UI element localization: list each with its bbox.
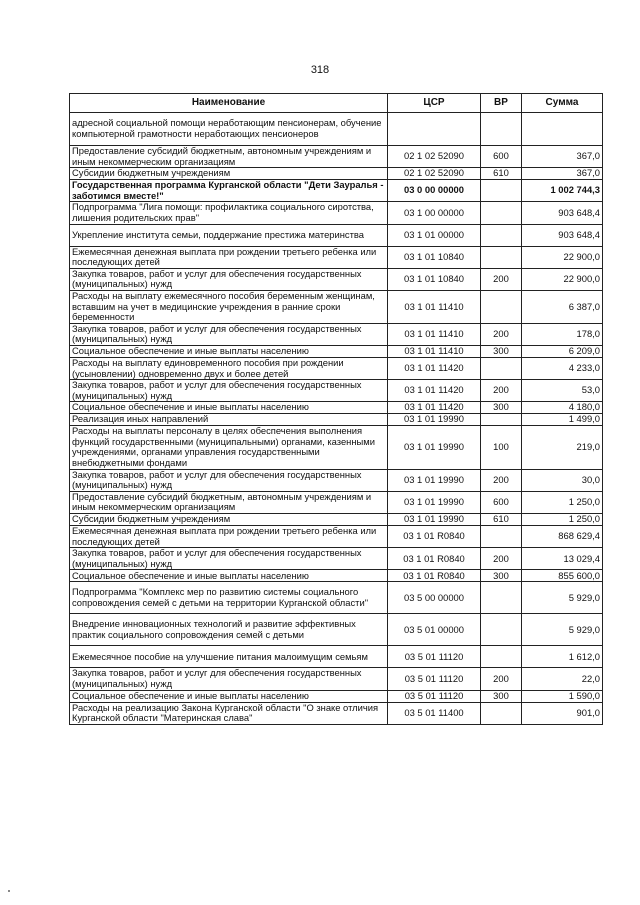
table-body (70, 113, 603, 725)
cell-csr (388, 113, 481, 146)
cell-name: Расходы на выплату единовременного пособия при рождении (усыновлении) одновременно двух и более детей (70, 357, 388, 379)
cell-vr (481, 414, 522, 426)
cell-name: Расходы на выплаты персоналу в целях обеспечения выполнения функций государственными (муниципальными) органами, казенными учреждениями, органами управления государственными внебюджетными фондами (70, 426, 388, 469)
table-row (70, 702, 603, 724)
cell-vr: 200 (481, 380, 522, 402)
cell-name: Государственная программа Курганской области "Дети Зауралья - заботимся вместе!" (70, 180, 388, 202)
cell-name: Социальное обеспечение и иные выплаты населению (70, 402, 388, 414)
cell-sum: 13 029,4 (522, 548, 603, 570)
cell-vr: 200 (481, 323, 522, 345)
cell-vr (481, 113, 522, 146)
cell-sum: 22 900,0 (522, 246, 603, 268)
cell-sum: 367,0 (522, 146, 603, 168)
cell-csr: 03 5 01 00000 (388, 614, 481, 646)
table-row (70, 414, 603, 426)
cell-vr (481, 582, 522, 614)
cell-csr: 03 1 01 11420 (388, 402, 481, 414)
cell-csr: 02 1 02 52090 (388, 168, 481, 180)
cell-name: Субсидии бюджетным учреждениям (70, 168, 388, 180)
cell-name: Подпрограмма "Комплекс мер по развитию системы социального сопровождения семей с детьми на территории Курганской области" (70, 582, 388, 614)
cell-vr (481, 246, 522, 268)
cell-csr: 03 1 01 19990 (388, 491, 481, 513)
cell-sum: 4 180,0 (522, 402, 603, 414)
cell-csr: 03 1 01 R0840 (388, 526, 481, 548)
cell-vr (481, 202, 522, 224)
cell-name: Закупка товаров, работ и услуг для обеспечения государственных (муниципальных) нужд (70, 380, 388, 402)
cell-vr (481, 357, 522, 379)
table-row (70, 690, 603, 702)
cell-csr: 03 1 01 11420 (388, 380, 481, 402)
cell-csr: 03 1 01 19990 (388, 426, 481, 469)
table-row (70, 570, 603, 582)
table-row (70, 402, 603, 414)
cell-sum: 22,0 (522, 668, 603, 690)
cell-csr: 03 5 01 11120 (388, 668, 481, 690)
cell-sum: 22 900,0 (522, 268, 603, 290)
cell-name: Закупка товаров, работ и услуг для обеспечения государственных (муниципальных) нужд (70, 668, 388, 690)
cell-sum: 1 590,0 (522, 690, 603, 702)
cell-vr: 300 (481, 570, 522, 582)
cell-sum: 855 600,0 (522, 570, 603, 582)
table-row (70, 614, 603, 646)
table-row (70, 246, 603, 268)
cell-sum: 901,0 (522, 702, 603, 724)
cell-sum: 1 002 744,3 (522, 180, 603, 202)
cell-csr: 03 1 01 R0840 (388, 548, 481, 570)
table-row (70, 380, 603, 402)
cell-csr: 03 5 01 11120 (388, 690, 481, 702)
column-header-vr: ВР (481, 94, 522, 113)
cell-vr: 200 (481, 668, 522, 690)
table-row (70, 323, 603, 345)
column-header-name: Наименование (70, 94, 388, 113)
cell-csr: 03 1 01 11410 (388, 323, 481, 345)
table-row (70, 526, 603, 548)
cell-name: Субсидии бюджетным учреждениям (70, 514, 388, 526)
cell-sum: 1 499,0 (522, 414, 603, 426)
cell-csr: 03 1 01 19990 (388, 469, 481, 491)
cell-sum: 4 233,0 (522, 357, 603, 379)
cell-name: Укрепление института семьи, поддержание престижа материнства (70, 224, 388, 246)
table-row (70, 268, 603, 290)
cell-sum: 53,0 (522, 380, 603, 402)
cell-vr: 100 (481, 426, 522, 469)
table-row (70, 180, 603, 202)
table-row (70, 548, 603, 570)
cell-sum: 868 629,4 (522, 526, 603, 548)
cell-name: Закупка товаров, работ и услуг для обеспечения государственных (муниципальных) нужд (70, 548, 388, 570)
table-row (70, 357, 603, 379)
cell-name: Предоставление субсидий бюджетным, автономным учреждениям и иным некоммерческим организациям (70, 491, 388, 513)
cell-sum: 1 612,0 (522, 646, 603, 668)
table-row (70, 290, 603, 323)
cell-sum: 178,0 (522, 323, 603, 345)
cell-name: Расходы на выплату ежемесячного пособия беременным женщинам, вставшим на учет в медицинские учреждения в ранние сроки беременности (70, 290, 388, 323)
scan-dot (8, 890, 10, 892)
table-row (70, 469, 603, 491)
cell-vr: 200 (481, 548, 522, 570)
cell-name: адресной социальной помощи неработающим пенсионерам, обучение компьютерной грамотности неработающих пенсионеров (70, 113, 388, 146)
cell-vr: 300 (481, 690, 522, 702)
table-row (70, 514, 603, 526)
cell-sum: 903 648,4 (522, 224, 603, 246)
table-row (70, 491, 603, 513)
cell-name: Социальное обеспечение и иные выплаты населению (70, 690, 388, 702)
cell-csr: 03 1 01 R0840 (388, 570, 481, 582)
cell-vr: 600 (481, 491, 522, 513)
cell-sum: 367,0 (522, 168, 603, 180)
cell-csr: 03 5 00 00000 (388, 582, 481, 614)
cell-name: Закупка товаров, работ и услуг для обеспечения государственных (муниципальных) нужд (70, 268, 388, 290)
cell-csr: 03 1 01 11410 (388, 290, 481, 323)
budget-table (69, 93, 603, 725)
cell-name: Внедрение инновационных технологий и развитие эффективных практик социального сопровождения семей с детьми (70, 614, 388, 646)
cell-sum: 6 209,0 (522, 345, 603, 357)
cell-csr: 03 1 01 11420 (388, 357, 481, 379)
table-row (70, 202, 603, 224)
table-row (70, 168, 603, 180)
table-row (70, 646, 603, 668)
table-row (70, 426, 603, 469)
cell-vr: 300 (481, 402, 522, 414)
column-header-csr: ЦСР (388, 94, 481, 113)
cell-csr: 02 1 02 52090 (388, 146, 481, 168)
cell-csr: 03 1 01 10840 (388, 268, 481, 290)
table-row (70, 582, 603, 614)
cell-vr (481, 224, 522, 246)
cell-name: Ежемесячная денежная выплата при рождении третьего ребенка или последующих детей (70, 526, 388, 548)
cell-vr (481, 646, 522, 668)
cell-vr (481, 702, 522, 724)
cell-csr: 03 0 00 00000 (388, 180, 481, 202)
table-row (70, 668, 603, 690)
cell-name: Социальное обеспечение и иные выплаты населению (70, 570, 388, 582)
page-number: 318 (310, 64, 330, 76)
cell-name: Подпрограмма "Лига помощи: профилактика социального сиротства, лишения родительских прав" (70, 202, 388, 224)
cell-sum (522, 113, 603, 146)
cell-vr: 200 (481, 268, 522, 290)
cell-sum: 903 648,4 (522, 202, 603, 224)
cell-vr (481, 526, 522, 548)
cell-name: Закупка товаров, работ и услуг для обеспечения государственных (муниципальных) нужд (70, 323, 388, 345)
table-row (70, 345, 603, 357)
cell-name: Социальное обеспечение и иные выплаты населению (70, 345, 388, 357)
cell-vr (481, 614, 522, 646)
cell-csr: 03 5 01 11120 (388, 646, 481, 668)
cell-name: Предоставление субсидий бюджетным, автономным учреждениям и иным некоммерческим организациям (70, 146, 388, 168)
cell-sum: 5 929,0 (522, 614, 603, 646)
cell-name: Ежемесячная денежная выплата при рождении третьего ребенка или последующих детей (70, 246, 388, 268)
cell-vr (481, 290, 522, 323)
cell-sum: 1 250,0 (522, 491, 603, 513)
cell-csr: 03 1 01 00000 (388, 224, 481, 246)
cell-sum: 30,0 (522, 469, 603, 491)
table-row (70, 113, 603, 146)
cell-vr: 610 (481, 168, 522, 180)
cell-csr: 03 1 01 11410 (388, 345, 481, 357)
cell-csr: 03 5 01 11400 (388, 702, 481, 724)
table-row (70, 224, 603, 246)
cell-sum: 219,0 (522, 426, 603, 469)
cell-name: Реализация иных направлений (70, 414, 388, 426)
cell-vr: 200 (481, 469, 522, 491)
cell-csr: 03 1 01 19990 (388, 414, 481, 426)
cell-name: Ежемесячное пособие на улучшение питания малоимущим семьям (70, 646, 388, 668)
cell-csr: 03 1 01 10840 (388, 246, 481, 268)
cell-vr: 600 (481, 146, 522, 168)
cell-vr (481, 180, 522, 202)
cell-sum: 5 929,0 (522, 582, 603, 614)
cell-vr: 610 (481, 514, 522, 526)
cell-csr: 03 1 00 00000 (388, 202, 481, 224)
cell-sum: 1 250,0 (522, 514, 603, 526)
column-header-sum: Сумма (522, 94, 603, 113)
table-header-row (70, 94, 603, 113)
cell-name: Закупка товаров, работ и услуг для обеспечения государственных (муниципальных) нужд (70, 469, 388, 491)
cell-csr: 03 1 01 19990 (388, 514, 481, 526)
cell-vr: 300 (481, 345, 522, 357)
cell-sum: 6 387,0 (522, 290, 603, 323)
cell-name: Расходы на реализацию Закона Курганской области "О знаке отличия Курганской области "Материнская слава" (70, 702, 388, 724)
table-row (70, 146, 603, 168)
